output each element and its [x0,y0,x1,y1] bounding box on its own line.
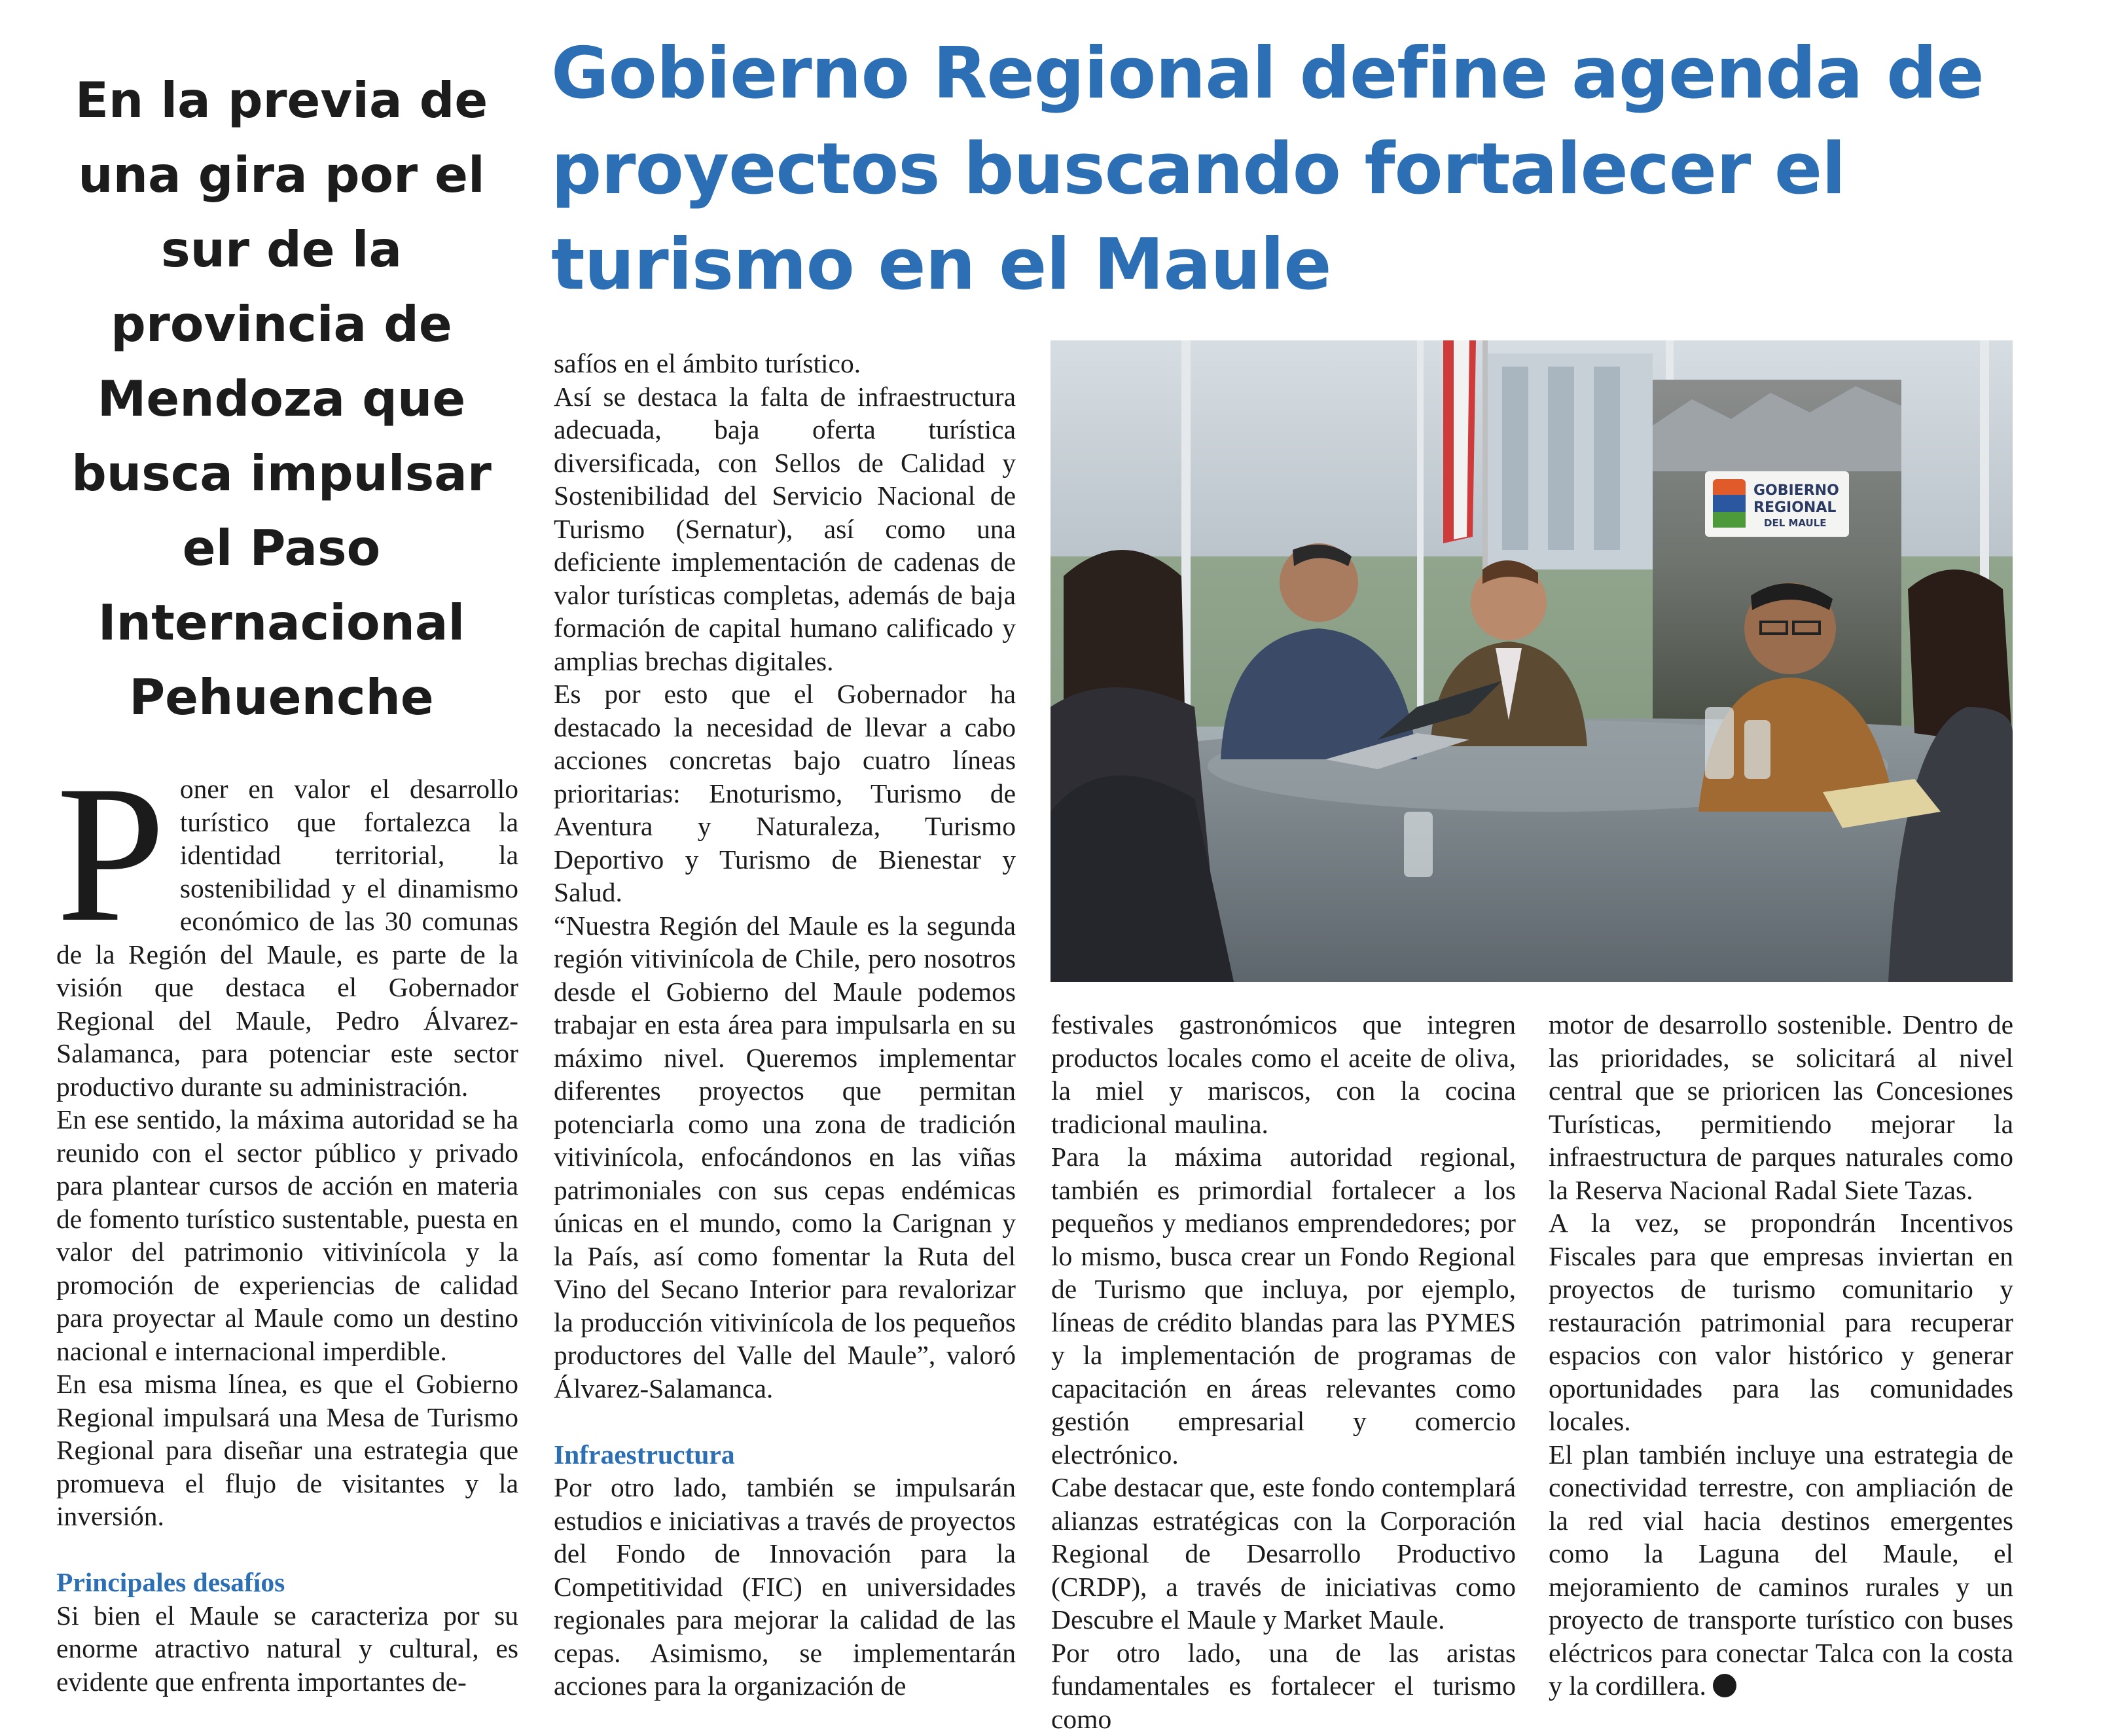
paragraph: Si bien el Maule se caracteriza por su enorme atractivo natural y cultural, es evidente que enfrenta importantes de- [56,1600,518,1697]
banner-line-1: GOBIERNO [1753,482,1839,499]
paragraph: A la vez, se propondrán Incentivos Fiscales para que empresas inviertan en proyectos de turismo comunitario y restauración patrimonial para recuperar espacios con valor histórico y generar oportunidades para las comunidades locales. [1549,1208,2013,1436]
article-column-4 [1549,1008,2013,1703]
end-mark-icon [1713,1674,1736,1697]
article-column-3 [1051,1008,1516,1735]
paragraph: motor de desarrollo sostenible. Dentro de las prioridades, se solicitará al nivel central que se prioricen las Concesiones Turísticas, permitiendo mejorar la infraestructura de parques naturales como la Reserva Nacional Radal Siete Tazas. [1549,1009,2013,1205]
article-column-1 [56,745,518,1698]
article-headline: Gobierno Regional define agenda de proyectos buscando fortalecer el turismo en el Maule [551,33,1984,306]
paragraph: Es por esto que el Gobernador ha destacado la necesidad de llevar a cabo acciones concretas bajo cuatro líneas prioritarias: Enoturismo, Turismo de Aventura y Naturaleza, Turismo Deportivo y Turismo de Bienestar y Salud. [554,679,1016,907]
banner-line-3: DEL MAULE [1764,517,1827,529]
banner-line-2: REGIONAL [1753,499,1837,516]
paragraph: safíos en el ámbito turístico. [554,348,861,378]
paragraph: Para la máxima autoridad regional, también es primordial fortalecer a los pequeños y medianos emprendedores; por lo mismo, busca crear un Fondo Regional de Turismo que incluya, por ejemplo, líneas de crédito blandas para las PYMES y la implementación de programas de capacitación en áreas relevantes como gestión empresarial y comercio electrónico. [1051,1142,1516,1470]
paragraph: En esa misma línea, es que el Gobierno Regional impulsará una Mesa de Turismo Regional para diseñar una estrategia que promueva el flujo de visitantes y la inversión. [56,1369,518,1531]
article-deck: En la previa de una gira por el sur de la provincia de Mendoza que busca impulsar el Paso Internacional Pehuenche [71,71,492,726]
paragraph: festivales gastronómicos que integren productos locales como el aceite de oliva, la miel y mariscos, con la cocina tradicional maulina. [1051,1009,1516,1139]
paragraph: oner en valor el desarrollo turístico que fortalezca la identidad territorial, la sostenibilidad y el dinamismo económico de las 30 comunas de la Región del Maule, es parte de la visión que destaca el Gobernador Regional del Maule, Pedro Álvarez-Salamanca, para potenciar este sector productivo durante su administración. [56,774,518,1102]
article-photo [1050,340,2013,982]
paragraph: En ese sentido, la máxima autoridad se ha reunido con el sector público y privado para plantear cursos de acción en materia de fomento turístico sustentable, puesta en valor del patrimonio vitivinícola y la promoción de experiencias de calidad para proyectar al Maule como un destino nacional e internacional imperdible. [56,1104,518,1366]
subheading-infraestructura: Infraestructura [554,1439,735,1470]
paragraph: Por otro lado, también se impulsarán estudios e iniciativas a través de proyectos del Fondo de Innovación para la Competitividad (FIC) en universidades regionales para mejorar la calidad de las cepas. Asimismo, se implementarán acciones para la organización de [554,1472,1016,1701]
paragraph: “Nuestra Región del Maule es la segunda región vitivinícola de Chile, pero nosotros desde el Gobierno del Maule podemos trabajar en esta área para impulsarla en su máximo nivel. Queremos implementar diferentes proyectos que permitan potenciarla como una zona de tradición vitivinícola, enfocándonos en las viñas patrimoniales con sus cepas endémicas únicas en el mundo, como la Carignan y la País, así como fomentar la Ruta del Vino del Secano Interior para revalorizar la producción vitivinícola de los pequeños productores del Valle del Maule”, valoró Álvarez-Salamanca. [554,910,1016,1403]
paragraph: Cabe destacar que, este fondo contemplará alianzas estratégicas con la Corporación Regional de Desarrollo Productivo (CRDP), a través de iniciativas como Descubre el Maule y Market Maule. [1051,1472,1516,1635]
drop-cap: P [56,745,166,962]
paragraph-text: El plan también incluye una estrategia de conectividad terrestre, con ampliación de la red vial hacia destinos emergentes como la Laguna del Maule, el mejoramiento de caminos rurales y un proyecto de transporte turístico con buses eléctricos para conectar Talca con la costa y la cordillera. [1549,1439,2013,1701]
article-column-2 [554,347,1016,1703]
paragraph: Por otro lado, una de las aristas fundamentales es fortalecer el turismo como [1051,1637,1516,1734]
paragraph [1549,1438,2013,1703]
paragraph: Así se destaca la falta de infraestructura adecuada, baja oferta turística diversificada, con Sellos de Calidad y Sostenibilidad del Servicio Nacional de Turismo (Sernatur), así como una deficiente implementación de cadenas de valor turísticas completas, además de baja formación de capital humano calificado y amplias brechas digitales. [554,381,1016,676]
subheading-principales-desafios: Principales desafíos [56,1567,285,1597]
